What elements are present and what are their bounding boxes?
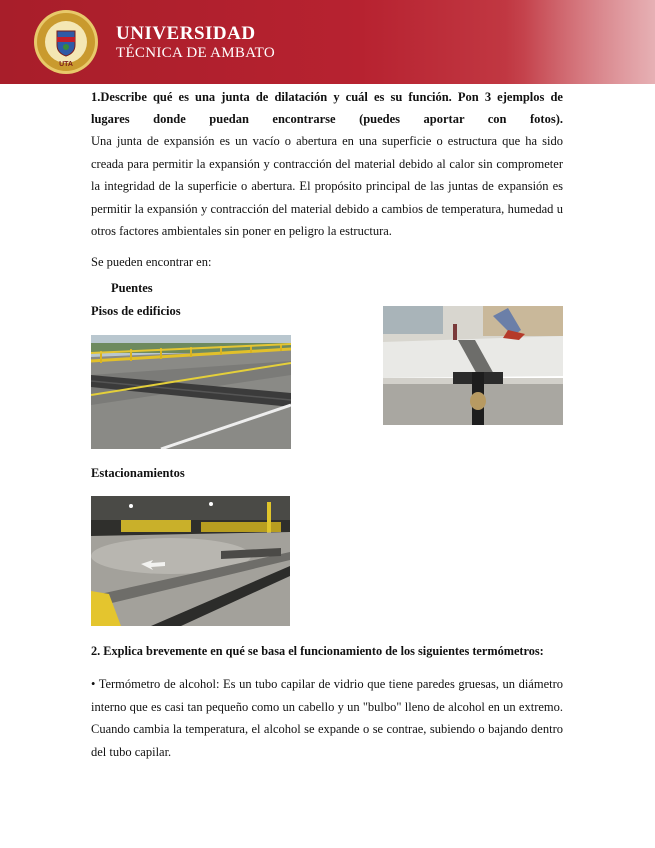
header-banner <box>0 0 655 84</box>
place-building-floors: Pisos de edificios <box>91 304 181 318</box>
question1-block <box>91 86 563 273</box>
bridge-joint-photo <box>91 335 291 449</box>
question2-title: 2. Explica brevemente en qué se basa el funcionamiento de los siguientes termómetros: <box>91 644 544 658</box>
question1-answer: Una junta de expansión es un vacío o abertura en una superficie o estructura que ha sido creada para permitir la expansión y contracción del material debido al calor sin comprometer la integridad de la superficie o abertura. El propósito principal de las juntas de expansión es permitir la expansión y contracción del material debido a cambios de temperatura, humedad u otros factores ambientales sin poner en peligro la estructura. <box>91 134 563 238</box>
university-seal-icon <box>33 9 99 75</box>
places-intro: Se pueden encontrar en: <box>91 254 212 269</box>
parking-joint-photo <box>91 496 290 626</box>
floor-joint-photo <box>383 306 563 425</box>
question2-block <box>91 640 563 763</box>
thermometer-alcohol-text: • Termómetro de alcohol: Es un tubo capilar de vidrio que tiene paredes gruesas, un diámetro interno que es casi tan pequeño como un cabello y un "bulbo" lleno de alcohol en un extremo. Cuando cambia la temperatura, el alcohol se expande o se contrae, subiendo o bajando dentro del tubo capilar. <box>91 677 563 759</box>
place-bridges: Puentes <box>111 281 153 295</box>
question1-title-line2: lugares donde puedan encontrarse (puedes aportar con fotos). <box>91 112 563 126</box>
place-parking: Estacionamientos <box>91 466 185 480</box>
question1-title-line1: 1.Describe qué es una junta de dilatación y cuál es su función. Pon 3 ejemplos de <box>91 90 563 104</box>
university-name: UNIVERSIDAD <box>116 23 256 44</box>
header-fade <box>505 0 655 84</box>
university-subname: TÉCNICA DE AMBATO <box>116 45 276 61</box>
seal-abbrev: UTA <box>59 61 73 68</box>
